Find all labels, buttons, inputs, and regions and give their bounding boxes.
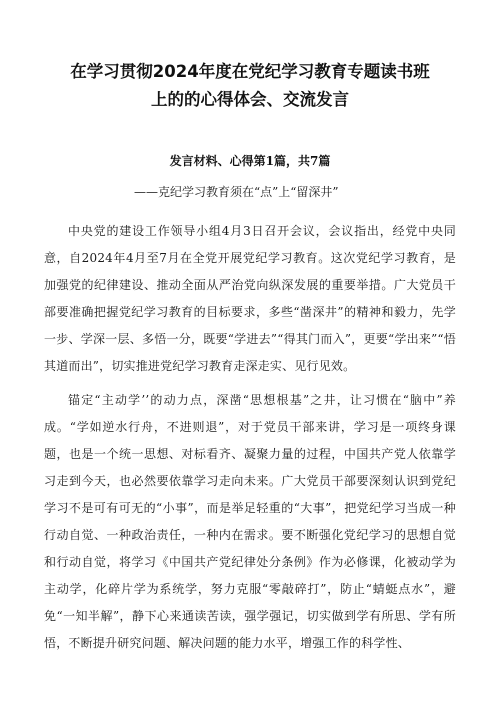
document-title-line-2: 上的的心得体会、交流发言	[151, 90, 349, 109]
body-paragraph-2: 锚定“主动学’’的动力点，深凿“思想根基”之井，让习惯在“脑中”养成。“学如逆水行舟，不进则退”，对于党员干部来讲，学习是一项终身课题，也是一个统一思想、对标看齐、凝聚力量的过程，中国共产党人依靠学习走到今天，也必然要依靠学习走向未来。广大党员干部要深刻认识到党纪学习不是可有可无的“小事”，而是举足轻重的“大事”，把党纪学习当成一种行动自觉、一种政治责任，一种内在需求。要不断强化党纪学习的思想自觉和行动自觉，将学习《中国共产党纪律处分条例》作为必修课，化被动学为主动学，化碎片学为系统学，努力克服“零敲碎打”，防止“蜻蜓点水”，避免“一知半解”，静下心来通读苦读，强学强记，切实做到学有所思、学有所悟，不断提升研究问题、解决问题的能力水平，增强工作的科学性、	[44, 393, 456, 650]
document-subtitle: ——克纪学习教育须在“点”上“留深井”	[134, 185, 339, 199]
document-meta: 发言材料、心得第1篇，共7篇	[169, 154, 331, 168]
document-title	[44, 58, 456, 114]
body-paragraph-1: 中央党的建设工作领导小组4月3日召开会议，会议指出，经党中央同意，自2024年4月至7月在全党开展党纪学习教育。这次党纪学习教育，是加强党的纪律建设、推动全面从严治党向纵深发展的重要举措。广大党员干部要准确把握党纪学习教育的目标要求，多些“凿深井”的精神和毅力，先学一步、学深一层、多悟一分，既要“学进去”“得其门而入”，更要“学出来”“悟其道而出”，切实推进党纪学习教育走深走实、见行见效。	[44, 224, 456, 373]
document-title-line-1: 在学习贯彻2024年度在党纪学习教育专题读书班	[70, 62, 430, 81]
